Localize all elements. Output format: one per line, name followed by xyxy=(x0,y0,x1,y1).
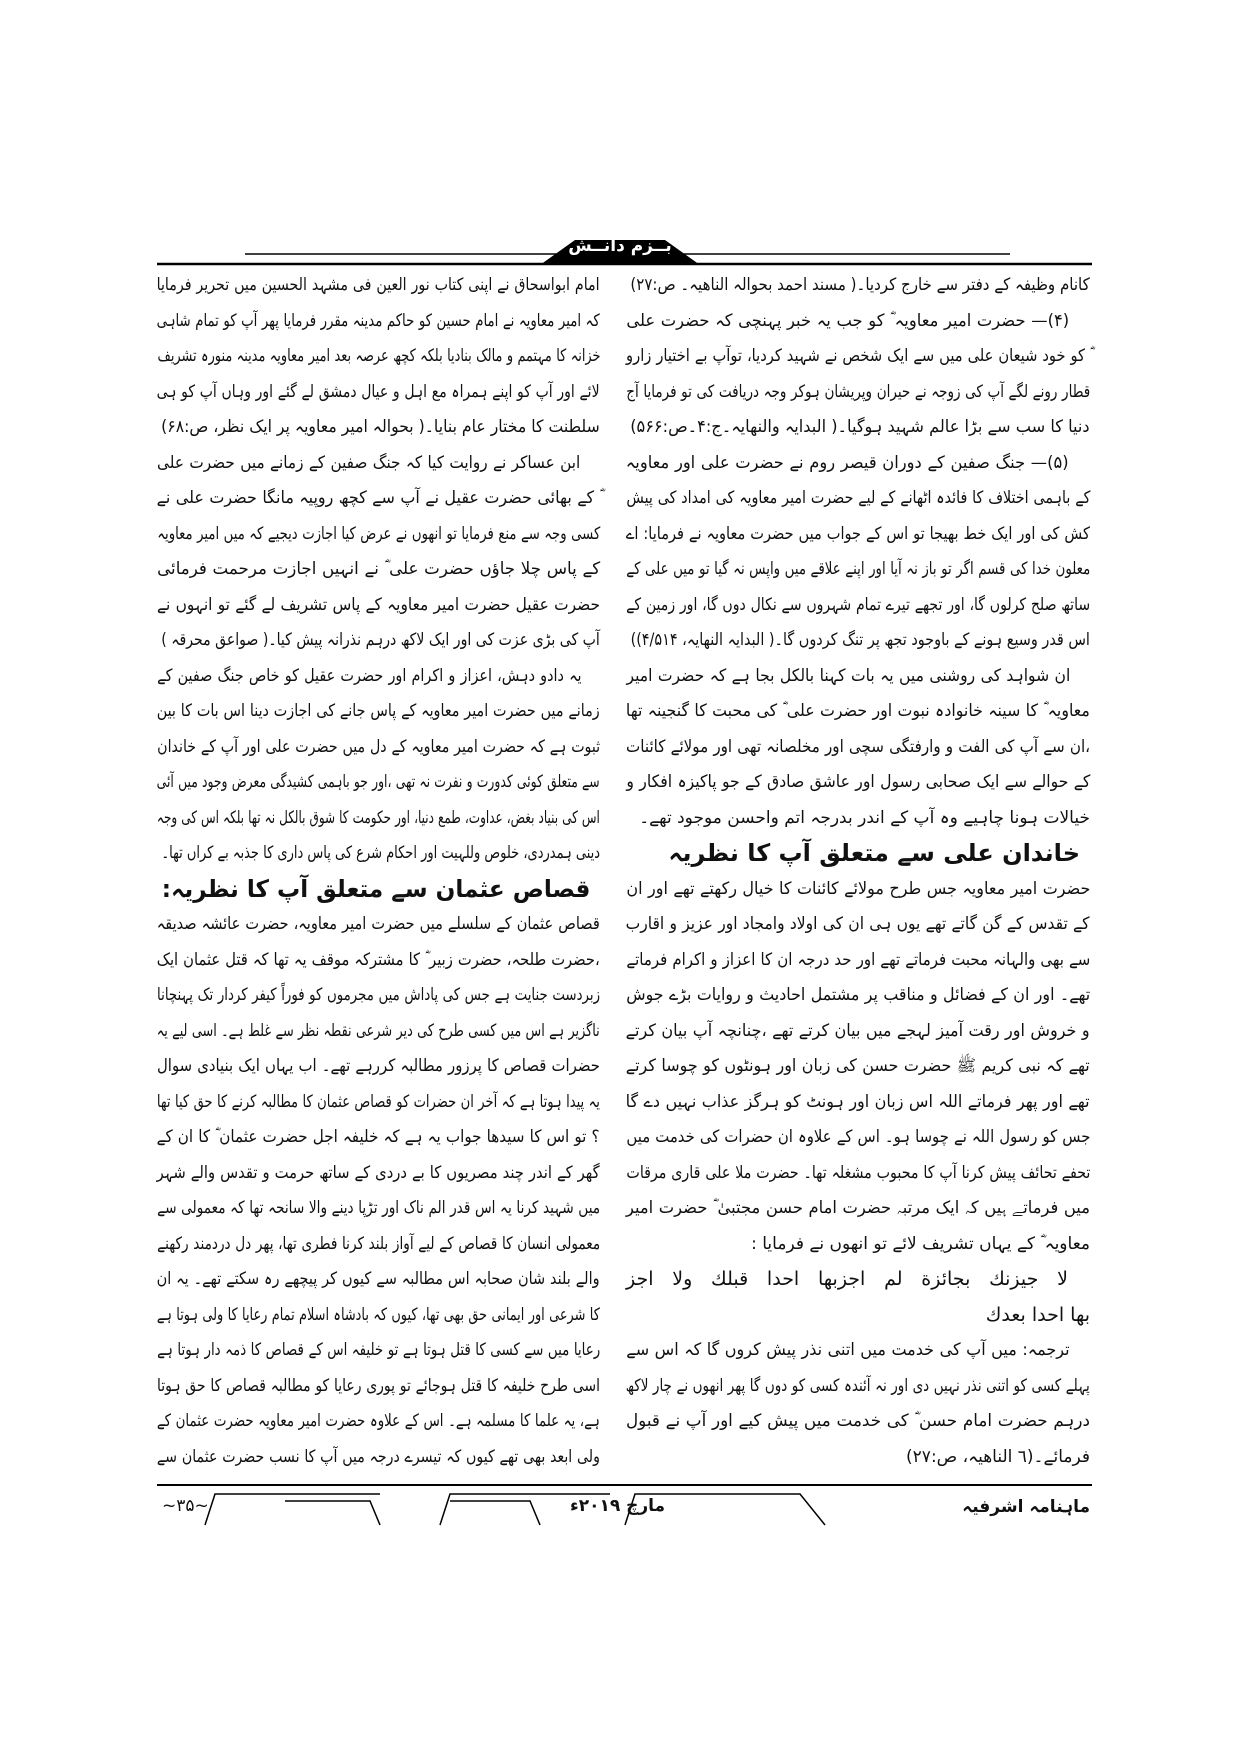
text-line: کہ امیر معاویہ نے امام حسین کو حاکم مدینہ مقرر فرمایا پھر آپ کو تمام شاہی xyxy=(156,310,600,331)
text-line: ثبوت ہے کہ حضرت امیر معاویہ کے دل میں حضرت علی اور آپ کے خاندان xyxy=(157,736,600,757)
text-line: سے بھی والہانہ محبت فرماتے تھے اور حد درجہ ان کا اعزاز و اکرام فرماتے xyxy=(625,949,1090,970)
text-line: لا جيزنك بجائزة لم اجزبها احدا قبلك ولا اجز xyxy=(626,1268,1068,1290)
text-line: والے بلند شان صحابہ اس مطالبہ سے کیوں کر پیچھے رہ سکتے تھے۔ یہ ان xyxy=(157,1269,600,1289)
text-line: رعایا میں سے کسی کا قتل ہوتا ہے تو خلیفہ اس کے قصاص کا ذمہ دار ہوتا ہے xyxy=(157,1340,600,1360)
text-line: (۴)— حضرت امیر معاویہ ؓ کو جب یہ خبر پہنچی کہ حضرت علی xyxy=(626,310,1069,331)
text-line: امام ابواسحاق نے اپنی کتاب نور العین فی مشہد الحسین میں تحریر فرمایا xyxy=(157,275,600,295)
text-line: تھے کہ نبی کریم ﷺ حضرت حسن کی زبان اور ہونٹوں کو چوسا کرتے xyxy=(626,1056,1090,1076)
text-line: دینی ہمدردی، خلوص وللہیت اور احکام شرع کی پاس داری کا جذبہ بے کراں تھا۔ xyxy=(161,843,601,863)
text-line: ؓ کے بھائی حضرت عقیل نے آپ سے کچھ روپیہ مانگا حضرت علی نے xyxy=(156,488,600,508)
text-line: دنیا کا سب سے بڑا عالم شہید ہوگیا۔( البدایہ والنھایہ۔ج:۴۔ص:۵۶۶) xyxy=(630,417,1090,437)
right-column xyxy=(626,268,1090,1475)
text-line: خیالات ہونا چاہیے وہ آپ کے اندر بدرجہ اتم واحسن موجود تھے۔ xyxy=(639,807,1090,828)
section-heading: قصاص عثمان سے متعلق آپ کا نظریہ: xyxy=(161,874,591,903)
text-line: جس کو رسول اللہ نے چوسا ہو۔ اس کے علاوہ ان حضرات کی خدمت میں xyxy=(625,1127,1090,1147)
text-line: کے تقدس کے گن گاتے تھے یوں ہی ان کی اولاد وامجاد اور عزیز و اقارب xyxy=(626,914,1090,934)
text-line: ساتھ صلح کرلوں گا، اور تجھے تیرے تمام شہروں سے نکال دوں گا، اور زمین کے xyxy=(625,594,1090,615)
text-line: معاویہ ؓ کے یہاں تشریف لائے تو انھوں نے فرمایا : xyxy=(751,1233,1090,1254)
text-line: زبردست جنایت ہے جس کی پاداش میں مجرموں کو فوراً کیفر کردار تک پہنچانا xyxy=(157,985,600,1005)
text-line: سلطنت کا مختار عام بنایا۔( بحوالہ امیر معاویہ پر ایک نظر، ص:۶۸) xyxy=(161,417,600,437)
text-line: ولی ابعد بھی تھے کیوں کہ تیسرے درجہ میں آپ کا نسب حضرت عثمان سے xyxy=(156,1446,600,1467)
text-line: معلون خدا کی قسم اگر تو باز نہ آیا اور اپنے علاقے میں واپس نہ گیا تو میں علی کے xyxy=(625,559,1090,579)
left-column xyxy=(157,268,600,1475)
text-line: یہ دادو دہش، اعزاز و اکرام اور حضرت عقیل کو خاص جنگ صفین کے xyxy=(157,665,582,686)
text-line: کا شرعی اور ایمانی حق بھی تھا، کیوں کہ بادشاہ اسلام تمام رعایا کا ولی ہوتا ہے xyxy=(156,1304,600,1325)
text-line: حضرت امیر معاویہ جس طرح مولائے کائنات کا خیال رکھتے تھے اور ان xyxy=(626,878,1090,899)
issue-date: مارچ ۲۰۱۹ء xyxy=(570,1496,666,1516)
text-line: یہ پیدا ہوتا ہے کہ آخر ان حضرات کو قصاص عثمان کا مطالبہ کرنے کا حق کیا تھا xyxy=(157,1091,600,1112)
text-line: ؓ کو خود شیعان علی میں سے ایک شخص نے شہید کردیا، توآپ بے اختیار زارو xyxy=(626,346,1090,366)
text-line: تحفے تحائف پیش کرنا آپ کا محبوب مشغلہ تھا۔ حضرت ملا علی قاری مرقات xyxy=(626,1162,1090,1183)
text-line: خزانہ کا مہتمم و مالک بنادیا بلکہ کچھ عرصہ بعد امیر معاویہ مدینہ منورہ تشریف xyxy=(157,346,600,366)
text-line: میں فرماتے ہیں کہ ایک مرتبہ حضرت امام حسن مجتبیٰ ؓ حضرت امیر xyxy=(625,1198,1090,1218)
text-line: میں شہید کرنا یہ اس قدر الم ناک اور تڑپا دینے والا سانحہ تھا کہ معمولی سے xyxy=(157,1198,600,1218)
page-number: ~۳۵~ xyxy=(162,1496,209,1516)
text-line: آپ کی بڑی عزت کی اور ایک لاکھ درہم نذرانہ پیش کیا۔( صواعق محرقہ ) xyxy=(161,630,600,650)
text-line: حضرت عقیل حضرت امیر معاویہ کے پاس تشریف لے گئے تو انہوں نے xyxy=(157,594,600,615)
text-line: اس قدر وسیع ہونے کے باوجود تجھ پر تنگ کردوں گا۔( البدایہ النھایہ، ۴/۵۱۴)) xyxy=(630,630,1090,650)
text-line: کانام وظیفہ کے دفتر سے خارج کردیا۔( مسند احمد بحوالہ الناھیہ۔ ص:۲۷) xyxy=(630,275,1090,295)
text-line: ان شواہد کی روشنی میں یہ بات کہنا بالکل بجا ہے کہ حضرت امیر xyxy=(626,665,1070,686)
text-line: زمانے میں حضرت امیر معاویہ کے پاس جانے کی اجازت دینا اس بات کا بین xyxy=(156,701,600,721)
text-line: بها احدا بعدك xyxy=(985,1303,1090,1326)
text-line: ابن عساکر نے روایت کیا کہ جنگ صفین کے زمانے میں حضرت علی xyxy=(157,452,581,473)
text-line: درہم حضرت امام حسن ؓ کی خدمت میں پیش کیے اور آپ نے قبول xyxy=(625,1411,1090,1431)
text-line: قصاص عثمان کے سلسلے میں حضرت امیر معاویہ، حضرت عائشہ صدیقہ xyxy=(157,914,600,934)
text-line: و خروش اور رقت آمیز لہجے میں بیان کرتے تھے ،چنانچہ آپ بیان کرتے xyxy=(626,1020,1090,1041)
section-title: بــزم دانــش xyxy=(568,236,672,256)
text-line: ترجمہ: میں آپ کی خدمت میں اتنی نذر پیش کروں گا کہ اس سے xyxy=(625,1340,1070,1360)
text-line: ،ان سے آپ کی الفت و وارفتگی سچی اور مخلصانہ تھی اور مولائے کائنات xyxy=(626,736,1090,757)
text-line: حضرات قصاص کا پرزور مطالبہ کررہے تھے۔ اب یہاں ایک بنیادی سوال xyxy=(157,1056,600,1076)
text-line: کش کی اور ایک خط بھیجا تو اس کے جواب میں حضرت معاویہ نے فرمایا: اے xyxy=(625,523,1090,544)
text-line: لائے اور آپ کو اپنے ہمراہ مع اہل و عیال دمشق لے گئے اور وہاں آپ کو ہی xyxy=(157,381,600,402)
text-line: ہے، یہ علما کا مسلمہ ہے۔ اس کے علاوہ حضرت امیر معاویہ حضرت عثمان کے xyxy=(157,1411,600,1431)
text-line: اس کی بنیاد بغض، عداوت، طمع دنیا، اور حکومت کا شوق بالکل نہ تھا بلکہ اس کی وجہ xyxy=(157,807,600,828)
text-line: گھر کے اندر چند مصریوں کا بے دردی کے ساتھ حرمت و تقدس والے شہر xyxy=(157,1162,600,1183)
text-line: معمولی انسان کا قصاص کے لیے آواز بلند کرنا فطری تھا، پھر دل دردمند رکھنے xyxy=(156,1233,600,1254)
text-line: معاویہ ؓ کا سینہ خانوادہ نبوت اور حضرت علی ؓ کی محبت کا گنجینہ تھا xyxy=(625,701,1090,721)
text-line: کے حوالے سے ایک صحابی رسول اور عاشق صادق کے جو پاکیزہ افکار و xyxy=(625,772,1090,792)
text-line: سے متعلق کوئی کدورت و نفرت نہ تھی ،اور جو باہمی کشیدگی معرض وجود میں آئی xyxy=(157,772,600,792)
text-line: کے پاس چلا جاؤں حضرت علی ؓ نے انہیں اجازت مرحمت فرمائی xyxy=(157,559,600,579)
text-line: ،حضرت طلحہ، حضرت زبیر ؓ کا مشترکہ موقف یہ تھا کہ قتل عثمان ایک xyxy=(157,949,600,970)
section-heading: خاندان علی سے متعلق آپ کا نظریہ xyxy=(668,839,1080,867)
text-line: اسی طرح خلیفہ کا قتل ہوجائے تو پوری رعایا کو مطالبہ قصاص کا حق ہوتا xyxy=(157,1375,600,1396)
text-line: تھے اور پھر فرماتے اللہ اس زبان اور ہونٹ کو ہرگز عذاب نہیں دے گا xyxy=(626,1091,1090,1112)
text-line: ؟ تو اس کا سیدھا جواب یہ ہے کہ خلیفہ اجل حضرت عثمان ؓ کا ان کے xyxy=(157,1127,600,1147)
text-line: تھے۔ اور ان کے فضائل و مناقب پر مشتمل احادیث و روایات بڑے جوش xyxy=(625,985,1090,1005)
text-line: کسی وجہ سے منع فرمایا تو انھوں نے عرض کیا اجازت دیجیے کہ میں امیر معاویہ xyxy=(157,523,600,544)
text-line: پہلے کسی کو اتنی نذر نہیں دی اور نہ آئندہ کسی کو دوں گا پھر انھوں نے چار لاکھ xyxy=(626,1375,1090,1396)
magazine-name: ماہنامہ اشرفیہ xyxy=(962,1497,1090,1517)
text-line: فرمائے۔(٦ الناھیہ، ص:۲۷) xyxy=(906,1446,1090,1467)
text-line: ناگزیر ہے اس میں کسی طرح کی دیر شرعی نقطہ نظر سے غلط ہے۔ اسی لیے یہ xyxy=(157,1020,600,1041)
text-line: کے باہمی اختلاف کا فائدہ اٹھانے کے لیے حضرت امیر معاویہ کی امداد کی پیش xyxy=(626,488,1090,508)
text-line: قطار رونے لگے آپ کی زوجہ نے حیران وپریشان ہوکر وجہ دریافت کی تو فرمایا آج xyxy=(626,381,1090,402)
text-line: (۵)— جنگ صفین کے دوران قیصر روم نے حضرت علی اور معاویہ xyxy=(626,452,1069,473)
